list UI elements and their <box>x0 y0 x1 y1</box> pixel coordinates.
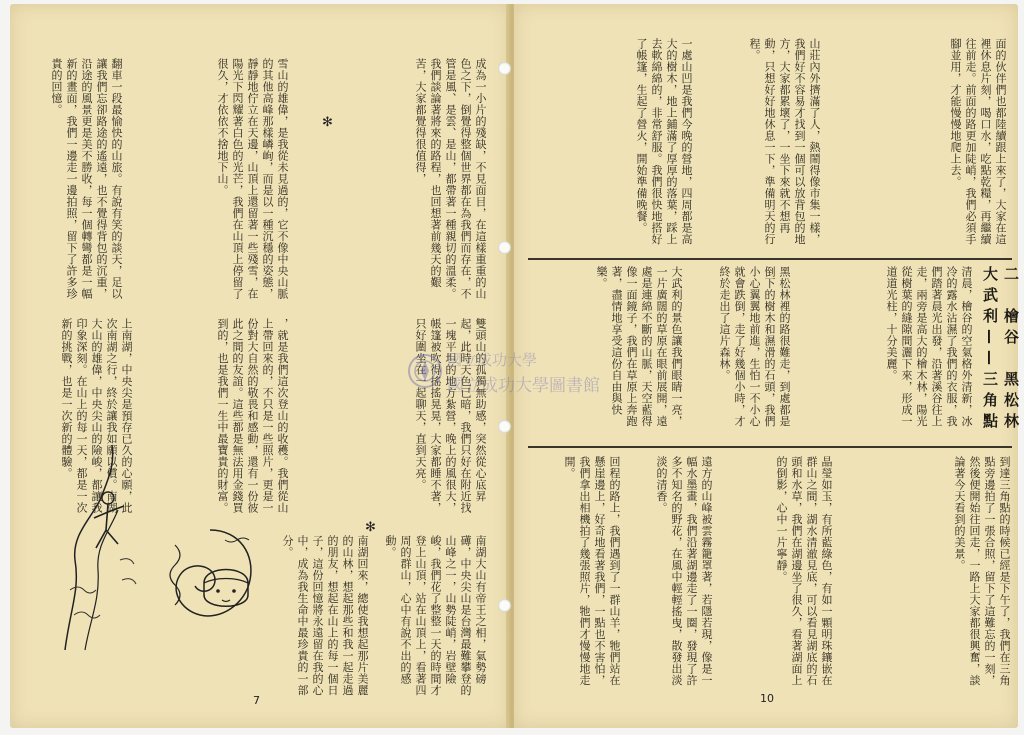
right-text-block-2: 山莊內外擠滿了人，熱鬧得像市集一樣，我們好不容易才找到一個可以放背包的地方，大家都累壞了，一坐下來就不想再動，只想好好地休息一下，準備明天的行程。 <box>748 38 821 245</box>
page-number-right: 10 <box>760 692 774 705</box>
right-text-block-6: 大武利的景色讓我們眼睛一亮，一片廣闊的草原在眼前展開，遠處是連綿不斷的山脈，天空藍得像一面鏡子，我們在草原上奔跑著，盡情地享受這份自由與快樂。 <box>595 266 683 427</box>
left-text-block-8: 南湖回來，總使我想起那片美麗的山林，想起那些和我一起走過的朋友，想起在山上的每一個日子，這份回憶將永遠留在我的心中，成為我生命中最珍貴的一部分。 <box>281 535 369 696</box>
left-text-block-4: 雙頭山的孤獨無助感，突然從心底昇起，此時天色已暗，我們只好在附近找一塊平坦的地方紮營，晚上的風很大，帳篷被吹得搖搖晃晃，大家都睡不著，只好圍坐在一起聊天，直到天亮。 <box>414 318 487 514</box>
right-text-block-8: 晶瑩如玉，有所藍綠色，有如一顆明珠鑲嵌在群山之間，湖水清澈見底，可以看見湖底的石頭和水草，我們在湖邊坐了很久，看著湖面上的倒影，心中一片寧靜。 <box>775 456 833 686</box>
left-text-block-6: 上南湖，中央尖是預存已久的心願，此次南湖之行，終於讓我如願以償。南湖大山的雄偉，中央尖山的險峻，都讓我印象深刻。在山上的每一天，都是一次新的挑戰，也是一次新的體驗。 <box>60 318 133 514</box>
left-text-block-3: 翻車一段最愉快的山旅。有說有笑的談天，足以讓我們忘卻路途的遙遠，也不覺得背包的沉重，沿途的風景更是美不勝收，每一個轉彎都是一幅新的畫面，我們一邊走一邊拍照，留下了許多珍貴的回憶。 <box>50 58 123 300</box>
right-text-block-4: 清晨，檜谷的空氣格外清新，冰冷的露水沾濕了我們的衣服，我們踏著晨光出發，沿著溪谷往上走，兩旁是高大的檜木林，陽光從樹葉的縫隙間灑下來，形成一道道光柱，十分美麗。 <box>885 266 973 427</box>
right-text-block-3: 一處山凹是我們今晚的營地，四周都是高大的樹木，地上鋪滿了厚厚的落葉，踩上去軟綿綿的，非常舒服。我們很快地搭好了帳篷，生起了營火，開始準備晚餐。 <box>635 38 693 245</box>
right-text-block-1: 面的伙伴們也都陸續跟上來了，大家在這裡休息片刻，喝口水，吃點乾糧，再繼續往前走。前面的路更加陡峭，我們必須手腳並用，才能慢慢地爬上去。 <box>949 38 1007 245</box>
right-text-block-10: 回程的路上，我們遇到了一群山羊，牠們站在懸崖邊上，好奇地看著我們，一點也不害怕，我們拿出相機拍了幾張照片，牠們才慢慢地走開。 <box>563 456 621 686</box>
left-text-block-2: 雪山的雄偉，是我從未見過的，它不像中央山脈的其他高峰那樣嶙峋，而是以一種沉穩的姿態，靜靜地佇立在天邊，山頂上還留著一些殘雪，在陽光下閃耀著白色的光芒，我們在山頂上停留了很久，才依依不捨地下山。 <box>216 58 289 300</box>
punch-hole <box>498 241 511 254</box>
right-text-block-9: 遠方的山峰被雲霧籠罩著，若隱若現，像是一幅水墨畫，我們沿著湖邊走了一圈，發現了許多不知名的野花，在風中輕輕搖曳，散發出淡淡的清香。 <box>655 456 713 686</box>
punch-hole <box>498 62 511 75</box>
child-face-illustration <box>196 555 256 615</box>
section-divider-star: ✻ <box>322 115 333 130</box>
section-rule-bottom <box>528 446 1012 448</box>
punch-hole <box>498 420 511 433</box>
punch-hole <box>498 599 511 612</box>
left-text-block-5: ，就是我們這次登山的收穫。我們從山上帶回來的，不只是一些照片，更是一份對大自然的敬畏和感動，還有一份彼此之間的友誼。這些都是無法用金錢買到的，也是我們一生中最寶貴的財富。 <box>216 318 289 514</box>
right-text-block-7: 到達三角點的時候已經是下午了，我們在三角點旁邊拍了一張合照，留下了這難忘的一刻，然後便開始往回走，一路上大家都很興奮，談論著今天看到的美景。 <box>953 456 1011 686</box>
watermark-line-1: 國立成功大學 <box>447 351 538 369</box>
university-seal-icon <box>407 353 443 389</box>
section-heading: 二 檜谷 黑松林 大武利——三角點 <box>981 266 1020 455</box>
page-number-left: 7 <box>253 694 260 707</box>
left-text-block-7: 南湖大山有帝王之相，氣勢磅礡，中央尖山是台灣最難攀登的山峰之一，山勢陡峭，岩壁險峻，我們花了整整一天的時間才登上山頂，站在山頂上，看著四周的群山，心中有說不出的感動。 <box>384 535 487 696</box>
section-divider-star: ✻ <box>365 520 376 535</box>
right-text-block-5: 黑松林裡的路很難走，到處都是倒下的樹木和濕滑的石頭，我們小心翼翼地前進，生怕一不小心就會跌倒，走了好幾個小時，才終於走出了這片森林。 <box>718 266 791 427</box>
climber-illustration <box>60 440 150 655</box>
watermark-line-2: 國立成功大學圖書館 <box>447 376 600 396</box>
left-text-block-1: 成為一小片的殘缺，不見面目，在這樣重重的山色之下，倒覺得整個世界都在為我們而存在，不管是風、是雲、是山，都帶著一種親切的溫柔。我們談論著將來的路程，也回想著前幾天的艱苦，大家都覺得很值得， <box>414 58 487 300</box>
library-watermark <box>405 345 605 405</box>
section-rule-top <box>528 258 1012 260</box>
